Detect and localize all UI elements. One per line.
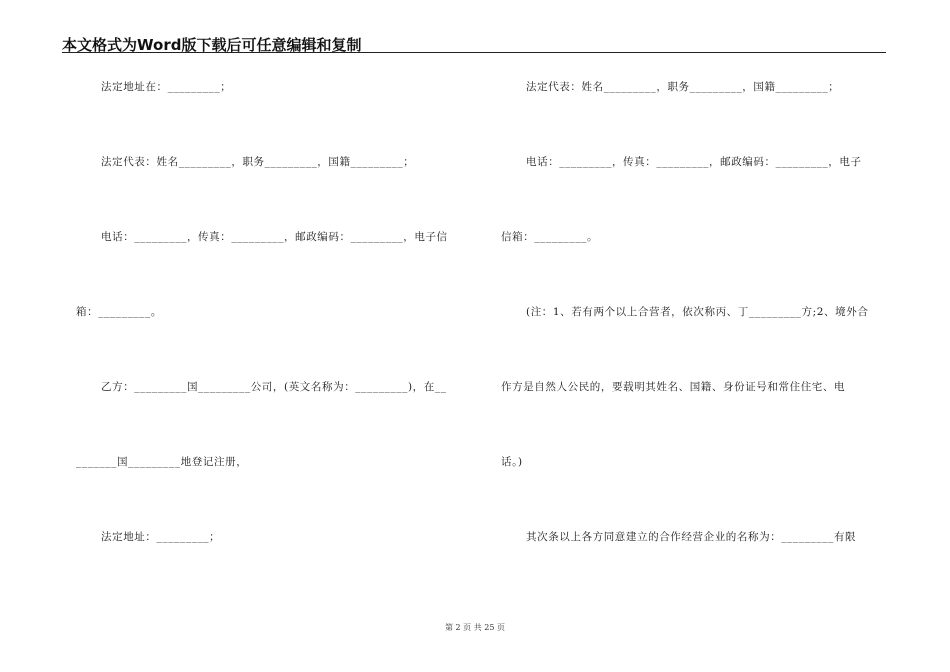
right-line-legal-representative: 法定代表：姓名_________，职务_________，国籍_________； <box>526 81 840 93</box>
left-line-registration: _______国_________地登记注册， <box>76 456 248 468</box>
left-line-legal-address: 法定地址：_________； <box>101 531 221 543</box>
page-number-footer: 第 2 页 共 25 页 <box>445 623 505 632</box>
left-line-party-b: 乙方：_________国_________公司，(英文名称为：_________)，在__ <box>101 381 447 393</box>
left-line-contact: 电话：_________，传真：_________，邮政编码：_________，电子信 <box>101 231 448 243</box>
right-line-article-two: 其次条以上各方同意建立的合作经营企业的名称为：_________有限 <box>526 531 857 543</box>
right-line-contact: 电话：_________，传真：_________，邮政编码：_________，电子 <box>526 156 862 168</box>
right-line-note: (注：1、若有两个以上合营者，依次称丙、丁_________方;2、境外合 <box>526 306 869 318</box>
left-line-legal-address-in: 法定地址在：_________； <box>101 81 232 93</box>
document-header-title: 本文格式为Word版下载后可任意编辑和复制 <box>62 36 362 54</box>
right-line-note-continued: 作方是自然人公民的，要载明其姓名、国籍、身份证号和常住住宅、电 <box>501 381 846 393</box>
left-line-email: 箱：_________。 <box>76 306 162 318</box>
left-line-legal-representative: 法定代表：姓名_________，职务_________，国籍_________； <box>101 156 415 168</box>
right-line-email: 信箱：_________。 <box>501 231 599 243</box>
header-divider <box>62 52 886 53</box>
right-line-note-end: 话。) <box>501 456 523 468</box>
